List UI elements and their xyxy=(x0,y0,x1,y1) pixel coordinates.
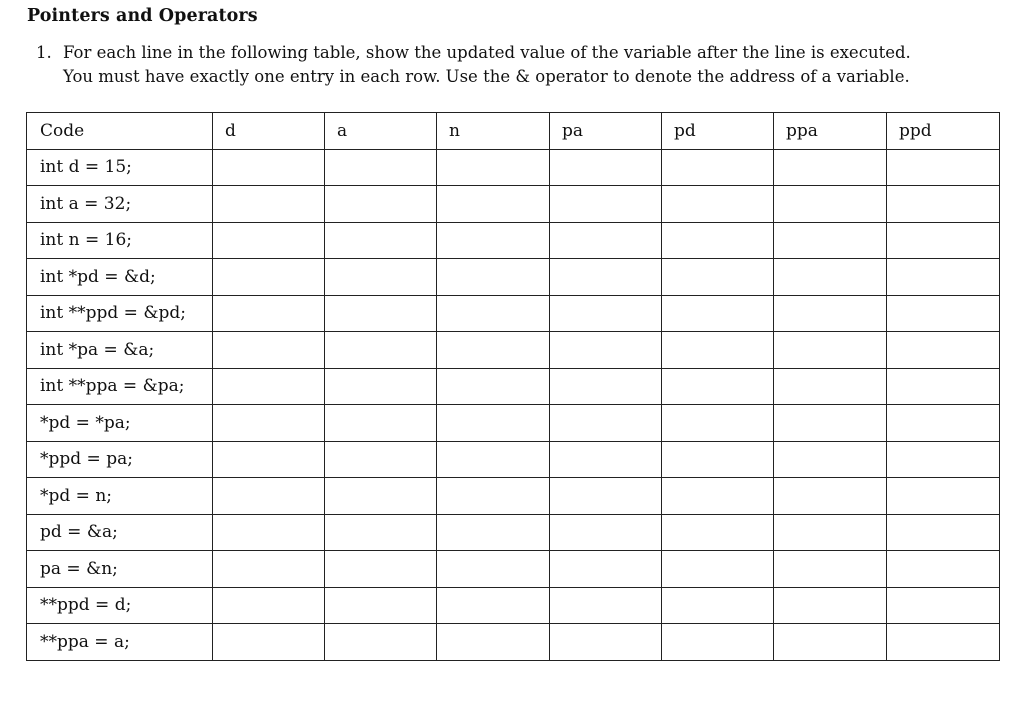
answer-cell-a[interactable] xyxy=(325,295,437,332)
code-cell: *ppd = pa; xyxy=(27,441,213,478)
code-cell: pd = &a; xyxy=(27,514,213,551)
header-n: n xyxy=(437,113,550,150)
answer-cell-ppd[interactable] xyxy=(887,222,1000,259)
answer-cell-pa[interactable] xyxy=(550,624,662,661)
answer-cell-pd[interactable] xyxy=(662,478,774,515)
table-row xyxy=(27,295,1000,332)
answer-cell-d[interactable] xyxy=(213,149,325,186)
answer-cell-ppa[interactable] xyxy=(774,222,887,259)
answer-cell-ppa[interactable] xyxy=(774,587,887,624)
answer-cell-pa[interactable] xyxy=(550,222,662,259)
answer-cell-pa[interactable] xyxy=(550,478,662,515)
answer-cell-ppa[interactable] xyxy=(774,478,887,515)
answer-cell-n[interactable] xyxy=(437,551,550,588)
answer-cell-a[interactable] xyxy=(325,405,437,442)
answer-cell-d[interactable] xyxy=(213,587,325,624)
answer-cell-d[interactable] xyxy=(213,514,325,551)
answer-cell-n[interactable] xyxy=(437,149,550,186)
answer-cell-ppa[interactable] xyxy=(774,149,887,186)
answer-cell-pd[interactable] xyxy=(662,405,774,442)
answer-cell-a[interactable] xyxy=(325,587,437,624)
code-cell: int *pd = &d; xyxy=(27,259,213,296)
code-cell: *pd = *pa; xyxy=(27,405,213,442)
question-text-line-2: You must have exactly one entry in each row. Use the & operator to denote the address of a variable. xyxy=(63,67,910,86)
answer-cell-ppa[interactable] xyxy=(774,332,887,369)
answer-cell-a[interactable] xyxy=(325,259,437,296)
answer-cell-pa[interactable] xyxy=(550,441,662,478)
answer-cell-ppa[interactable] xyxy=(774,405,887,442)
answer-cell-a[interactable] xyxy=(325,222,437,259)
answer-cell-pd[interactable] xyxy=(662,368,774,405)
table-row xyxy=(27,222,1000,259)
answer-cell-a[interactable] xyxy=(325,368,437,405)
code-cell: int **ppd = &pd; xyxy=(27,295,213,332)
answer-cell-ppa[interactable] xyxy=(774,295,887,332)
answer-cell-ppa[interactable] xyxy=(774,441,887,478)
answer-cell-d[interactable] xyxy=(213,259,325,296)
code-cell: int **ppa = &pa; xyxy=(27,368,213,405)
answer-cell-pa[interactable] xyxy=(550,587,662,624)
answer-cell-ppd[interactable] xyxy=(887,514,1000,551)
table-row xyxy=(27,149,1000,186)
header-pa: pa xyxy=(550,113,662,150)
answer-cell-ppd[interactable] xyxy=(887,149,1000,186)
answer-cell-ppd[interactable] xyxy=(887,551,1000,588)
answer-cell-d[interactable] xyxy=(213,551,325,588)
table-row xyxy=(27,332,1000,369)
header-code: Code xyxy=(27,113,213,150)
answer-cell-d[interactable] xyxy=(213,295,325,332)
answer-cell-pa[interactable] xyxy=(550,332,662,369)
code-cell: int d = 15; xyxy=(27,149,213,186)
table-row xyxy=(27,624,1000,661)
table-row xyxy=(27,368,1000,405)
answer-cell-d[interactable] xyxy=(213,368,325,405)
header-a: a xyxy=(325,113,437,150)
question-1 xyxy=(36,41,996,89)
answer-cell-ppd[interactable] xyxy=(887,587,1000,624)
question-number: 1. xyxy=(36,43,52,62)
code-cell: int n = 16; xyxy=(27,222,213,259)
header-ppd: ppd xyxy=(887,113,1000,150)
answer-cell-ppa[interactable] xyxy=(774,368,887,405)
answer-cell-pd[interactable] xyxy=(662,222,774,259)
table-row xyxy=(27,259,1000,296)
question-line-2 xyxy=(36,65,996,89)
section-title: Pointers and Operators xyxy=(27,6,258,26)
table-row xyxy=(27,478,1000,515)
table-row xyxy=(27,514,1000,551)
answer-cell-a[interactable] xyxy=(325,332,437,369)
answer-cell-n[interactable] xyxy=(437,478,550,515)
table-row xyxy=(27,186,1000,223)
question-line-1 xyxy=(36,41,996,65)
answer-cell-pd[interactable] xyxy=(662,295,774,332)
answer-cell-n[interactable] xyxy=(437,441,550,478)
answer-cell-pd[interactable] xyxy=(662,186,774,223)
answer-cell-pa[interactable] xyxy=(550,405,662,442)
answer-cell-ppa[interactable] xyxy=(774,551,887,588)
answer-cell-n[interactable] xyxy=(437,295,550,332)
table-body xyxy=(27,149,1000,660)
answer-cell-d[interactable] xyxy=(213,624,325,661)
code-cell: pa = &n; xyxy=(27,551,213,588)
answer-cell-ppd[interactable] xyxy=(887,259,1000,296)
answer-cell-pd[interactable] xyxy=(662,259,774,296)
answer-cell-a[interactable] xyxy=(325,514,437,551)
table-header-row xyxy=(27,113,1000,150)
answer-cell-n[interactable] xyxy=(437,624,550,661)
answer-cell-d[interactable] xyxy=(213,332,325,369)
answer-cell-pa[interactable] xyxy=(550,551,662,588)
answer-cell-pa[interactable] xyxy=(550,149,662,186)
answer-cell-a[interactable] xyxy=(325,624,437,661)
header-pd: pd xyxy=(662,113,774,150)
answer-cell-ppd[interactable] xyxy=(887,624,1000,661)
answer-cell-d[interactable] xyxy=(213,186,325,223)
header-ppa: ppa xyxy=(774,113,887,150)
code-cell: int *pa = &a; xyxy=(27,332,213,369)
question-text-line-1: For each line in the following table, show the updated value of the variable after the line is executed. xyxy=(63,43,911,62)
answer-cell-ppa[interactable] xyxy=(774,259,887,296)
code-cell: int a = 32; xyxy=(27,186,213,223)
answer-cell-ppd[interactable] xyxy=(887,368,1000,405)
answer-cell-pa[interactable] xyxy=(550,295,662,332)
answer-cell-a[interactable] xyxy=(325,186,437,223)
answer-cell-a[interactable] xyxy=(325,478,437,515)
answer-cell-d[interactable] xyxy=(213,441,325,478)
table-row xyxy=(27,551,1000,588)
answer-cell-n[interactable] xyxy=(437,587,550,624)
answer-table xyxy=(26,112,1000,661)
answer-cell-ppd[interactable] xyxy=(887,478,1000,515)
table-row xyxy=(27,441,1000,478)
answer-cell-pd[interactable] xyxy=(662,587,774,624)
answer-cell-ppd[interactable] xyxy=(887,186,1000,223)
answer-cell-pd[interactable] xyxy=(662,441,774,478)
answer-cell-pa[interactable] xyxy=(550,259,662,296)
header-d: d xyxy=(213,113,325,150)
answer-cell-ppd[interactable] xyxy=(887,332,1000,369)
answer-cell-pd[interactable] xyxy=(662,332,774,369)
answer-cell-n[interactable] xyxy=(437,259,550,296)
answer-cell-pa[interactable] xyxy=(550,368,662,405)
answer-cell-pa[interactable] xyxy=(550,186,662,223)
answer-cell-a[interactable] xyxy=(325,441,437,478)
answer-cell-n[interactable] xyxy=(437,332,550,369)
answer-cell-pd[interactable] xyxy=(662,514,774,551)
answer-cell-a[interactable] xyxy=(325,551,437,588)
answer-cell-n[interactable] xyxy=(437,405,550,442)
answer-cell-d[interactable] xyxy=(213,222,325,259)
answer-cell-ppd[interactable] xyxy=(887,405,1000,442)
answer-cell-d[interactable] xyxy=(213,405,325,442)
table-row xyxy=(27,587,1000,624)
answer-cell-a[interactable] xyxy=(325,149,437,186)
code-cell: **ppa = a; xyxy=(27,624,213,661)
answer-cell-n[interactable] xyxy=(437,186,550,223)
answer-cell-pd[interactable] xyxy=(662,149,774,186)
code-cell: **ppd = d; xyxy=(27,587,213,624)
answer-cell-ppd[interactable] xyxy=(887,295,1000,332)
answer-cell-n[interactable] xyxy=(437,514,550,551)
answer-cell-pd[interactable] xyxy=(662,551,774,588)
answer-cell-n[interactable] xyxy=(437,222,550,259)
answer-cell-ppd[interactable] xyxy=(887,441,1000,478)
answer-cell-pa[interactable] xyxy=(550,514,662,551)
answer-cell-ppa[interactable] xyxy=(774,186,887,223)
answer-cell-ppa[interactable] xyxy=(774,624,887,661)
answer-cell-pd[interactable] xyxy=(662,624,774,661)
answer-cell-n[interactable] xyxy=(437,368,550,405)
answer-cell-d[interactable] xyxy=(213,478,325,515)
table-row xyxy=(27,405,1000,442)
code-cell: *pd = n; xyxy=(27,478,213,515)
answer-cell-ppa[interactable] xyxy=(774,514,887,551)
